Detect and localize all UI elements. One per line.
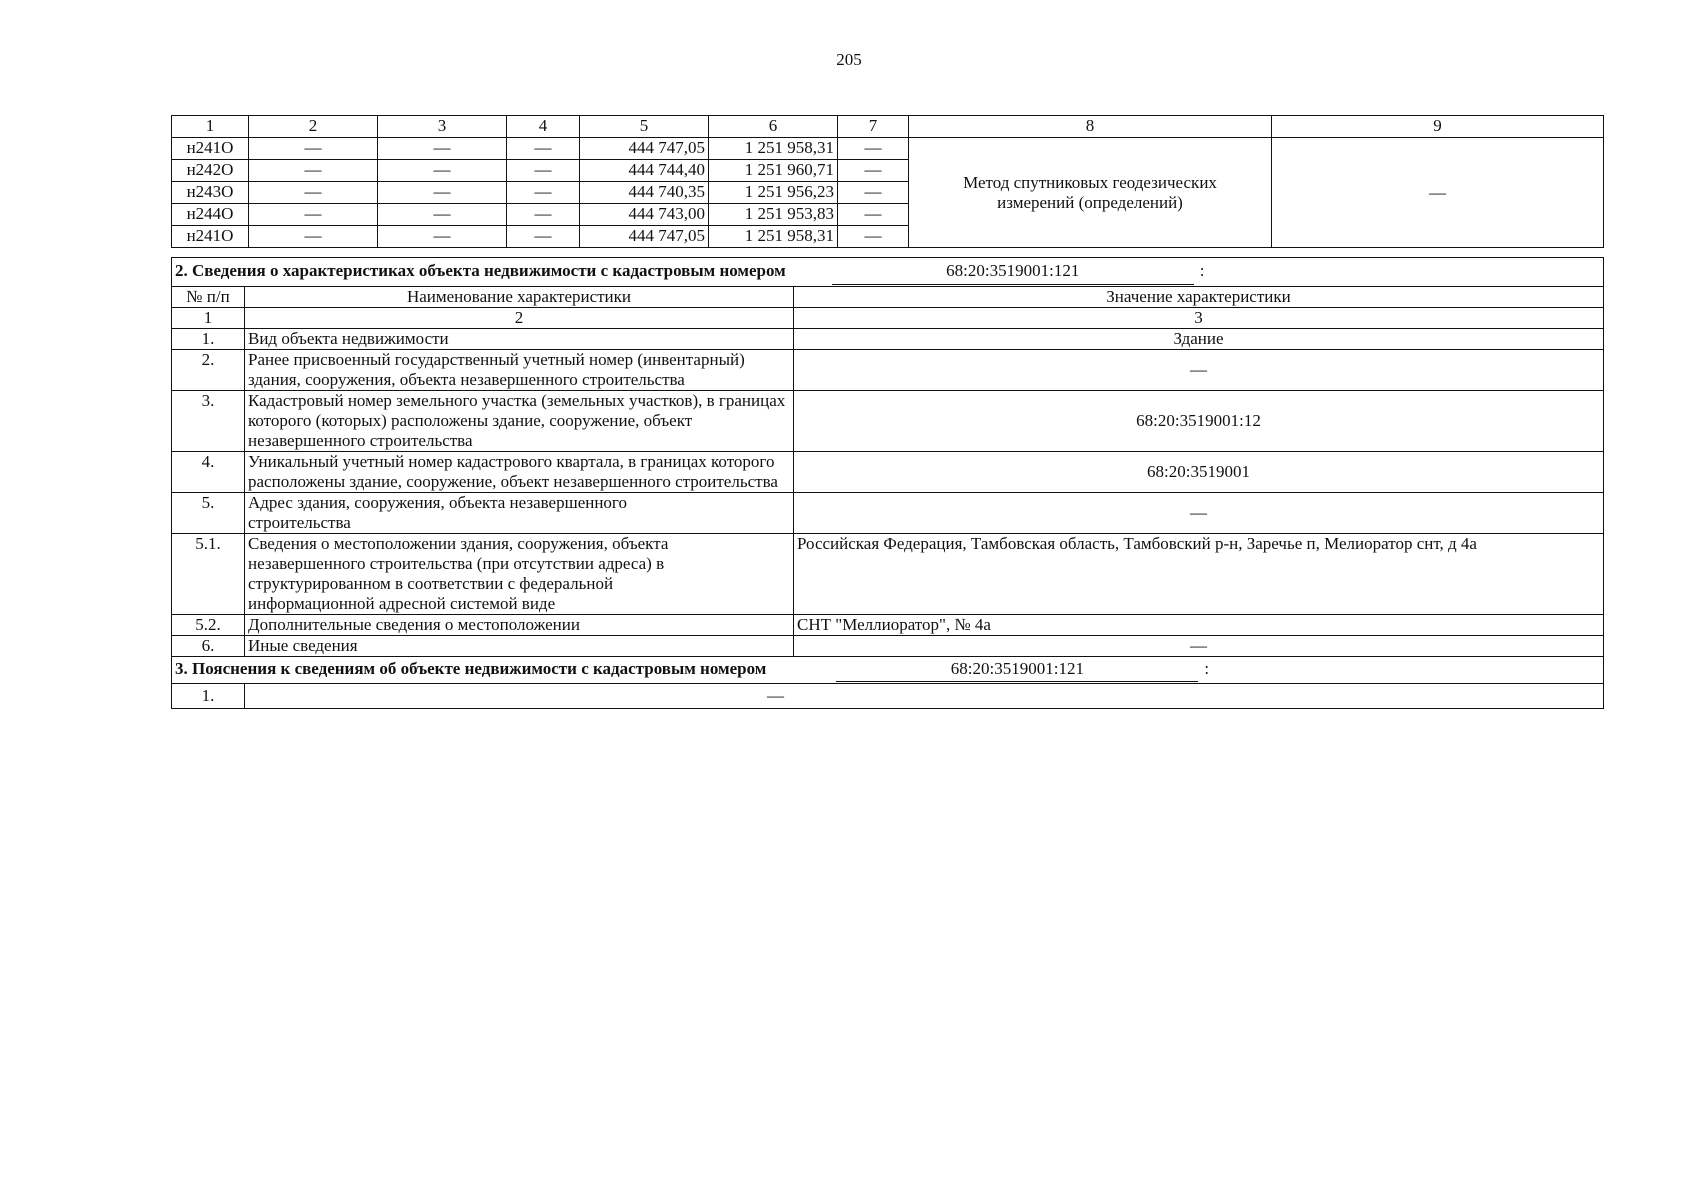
section2-cadastral-number: 68:20:3519001:121 bbox=[832, 258, 1194, 285]
table-row bbox=[172, 684, 1604, 709]
header-num: № п/п bbox=[172, 287, 245, 308]
table-cell: — bbox=[249, 160, 378, 182]
coords-header-cell: 9 bbox=[1272, 116, 1604, 138]
point-name: н241О bbox=[172, 138, 249, 160]
coord-y: 1 251 960,71 bbox=[709, 160, 838, 182]
row-name: Вид объекта недвижимости bbox=[245, 329, 794, 350]
table-cell: — bbox=[249, 138, 378, 160]
colnum-cell: 3 bbox=[794, 308, 1604, 329]
point-name: н241О bbox=[172, 226, 249, 248]
section3-title-row bbox=[172, 657, 1604, 684]
coord-x: 444 740,35 bbox=[580, 182, 709, 204]
row-name: Ранее присвоенный государственный учетный номер (инвентарный) здания, сооружения, объекта незавершенного строительства bbox=[245, 350, 794, 391]
row-name: Кадастровый номер земельного участка (земельных участков), в границах которого (которых) расположены здание, сооружение, объект незавершенного строительства bbox=[245, 391, 794, 452]
point-name: н243О bbox=[172, 182, 249, 204]
point-name: н244О bbox=[172, 204, 249, 226]
row-value: Здание bbox=[794, 329, 1604, 350]
table-row bbox=[172, 493, 1604, 534]
table-row bbox=[172, 391, 1604, 452]
point-name: н242О bbox=[172, 160, 249, 182]
section2-title-row bbox=[172, 258, 1604, 287]
table-row bbox=[172, 329, 1604, 350]
table-cell: — bbox=[378, 204, 507, 226]
row-name: Сведения о местоположении здания, сооружения, объекта незавершенного строительства (при отсутствии адреса) в структурированном в соответствии с федеральной информационной адресной системой виде bbox=[245, 534, 794, 615]
row-name: Адрес здания, сооружения, объекта незавершенного строительства bbox=[245, 493, 794, 534]
coord-y: 1 251 953,83 bbox=[709, 204, 838, 226]
table-cell: — bbox=[378, 160, 507, 182]
note-num: 1. bbox=[172, 684, 245, 709]
coords-header-cell: 4 bbox=[507, 116, 580, 138]
table-cell: — bbox=[838, 182, 909, 204]
table-cell: — bbox=[507, 160, 580, 182]
coord-x: 444 744,40 bbox=[580, 160, 709, 182]
row-num: 2. bbox=[172, 350, 245, 391]
note-value: — bbox=[245, 684, 1604, 709]
table-cell: — bbox=[507, 182, 580, 204]
row-num: 5. bbox=[172, 493, 245, 534]
coords-header-cell: 3 bbox=[378, 116, 507, 138]
section2-title: 2. Сведения о характеристиках объекта недвижимости с кадастровым номером bbox=[175, 261, 786, 280]
section2-title-cell bbox=[172, 258, 1604, 287]
row-value: — bbox=[794, 636, 1604, 657]
row-num: 1. bbox=[172, 329, 245, 350]
table-row bbox=[172, 636, 1604, 657]
table-cell: — bbox=[378, 138, 507, 160]
row-num: 4. bbox=[172, 452, 245, 493]
table-row bbox=[172, 350, 1604, 391]
row-name: Уникальный учетный номер кадастрового квартала, в границах которого расположены здание, сооружение, объект незавершенного строительства bbox=[245, 452, 794, 493]
coords-header-row bbox=[172, 116, 1604, 138]
table-cell: — bbox=[507, 226, 580, 248]
section3-cadastral-number: 68:20:3519001:121 bbox=[836, 657, 1198, 682]
row-value: — bbox=[794, 493, 1604, 534]
method-cell: Метод спутниковых геодезических измерений (определений) bbox=[909, 138, 1272, 248]
table-row bbox=[172, 615, 1604, 636]
row-value: Российская Федерация, Тамбовская область, Тамбовский р-н, Заречье п, Мелиоратор снт, д 4а bbox=[794, 534, 1604, 615]
page-number: 205 bbox=[836, 50, 862, 69]
chars-colnum-row bbox=[172, 308, 1604, 329]
row-value: 68:20:3519001:12 bbox=[794, 391, 1604, 452]
section3-title: 3. Пояснения к сведениям об объекте недвижимости с кадастровым номером bbox=[175, 659, 767, 678]
table-cell: — bbox=[249, 204, 378, 226]
coord-x: 444 747,05 bbox=[580, 138, 709, 160]
header-name: Наименование характеристики bbox=[245, 287, 794, 308]
table-cell: — bbox=[507, 204, 580, 226]
row-num: 5.1. bbox=[172, 534, 245, 615]
row-value: СНТ "Меллиоратор", № 4а bbox=[794, 615, 1604, 636]
table-cell: — bbox=[838, 160, 909, 182]
table-cell: — bbox=[838, 138, 909, 160]
col9-cell: — bbox=[1272, 138, 1604, 248]
section3-title-cell bbox=[172, 657, 1604, 684]
row-num: 6. bbox=[172, 636, 245, 657]
colnum-cell: 1 bbox=[172, 308, 245, 329]
row-value: 68:20:3519001 bbox=[794, 452, 1604, 493]
table-row bbox=[172, 452, 1604, 493]
coords-header-cell: 1 bbox=[172, 116, 249, 138]
row-num: 3. bbox=[172, 391, 245, 452]
row-value: — bbox=[794, 350, 1604, 391]
table-cell: — bbox=[249, 226, 378, 248]
chars-header-row bbox=[172, 287, 1604, 308]
table-cell: — bbox=[378, 182, 507, 204]
table-row bbox=[172, 534, 1604, 615]
header-value: Значение характеристики bbox=[794, 287, 1604, 308]
coord-y: 1 251 956,23 bbox=[709, 182, 838, 204]
section3-colon: : bbox=[1204, 659, 1210, 678]
coordinates-table bbox=[171, 115, 1604, 248]
coord-y: 1 251 958,31 bbox=[709, 138, 838, 160]
colnum-cell: 2 bbox=[245, 308, 794, 329]
table-cell: — bbox=[378, 226, 507, 248]
characteristics-table bbox=[171, 257, 1604, 709]
coords-header-cell: 8 bbox=[909, 116, 1272, 138]
coords-header-cell: 7 bbox=[838, 116, 909, 138]
coord-y: 1 251 958,31 bbox=[709, 226, 838, 248]
row-name: Иные сведения bbox=[245, 636, 794, 657]
row-name: Дополнительные сведения о местоположении bbox=[245, 615, 794, 636]
coord-x: 444 747,05 bbox=[580, 226, 709, 248]
coords-header-cell: 5 bbox=[580, 116, 709, 138]
coords-header-cell: 6 bbox=[709, 116, 838, 138]
table-row bbox=[172, 138, 1604, 160]
row-num: 5.2. bbox=[172, 615, 245, 636]
coords-header-cell: 2 bbox=[249, 116, 378, 138]
table-cell: — bbox=[507, 138, 580, 160]
table-cell: — bbox=[838, 204, 909, 226]
table-cell: — bbox=[249, 182, 378, 204]
table-cell: — bbox=[838, 226, 909, 248]
coord-x: 444 743,00 bbox=[580, 204, 709, 226]
section2-colon: : bbox=[1199, 261, 1205, 280]
